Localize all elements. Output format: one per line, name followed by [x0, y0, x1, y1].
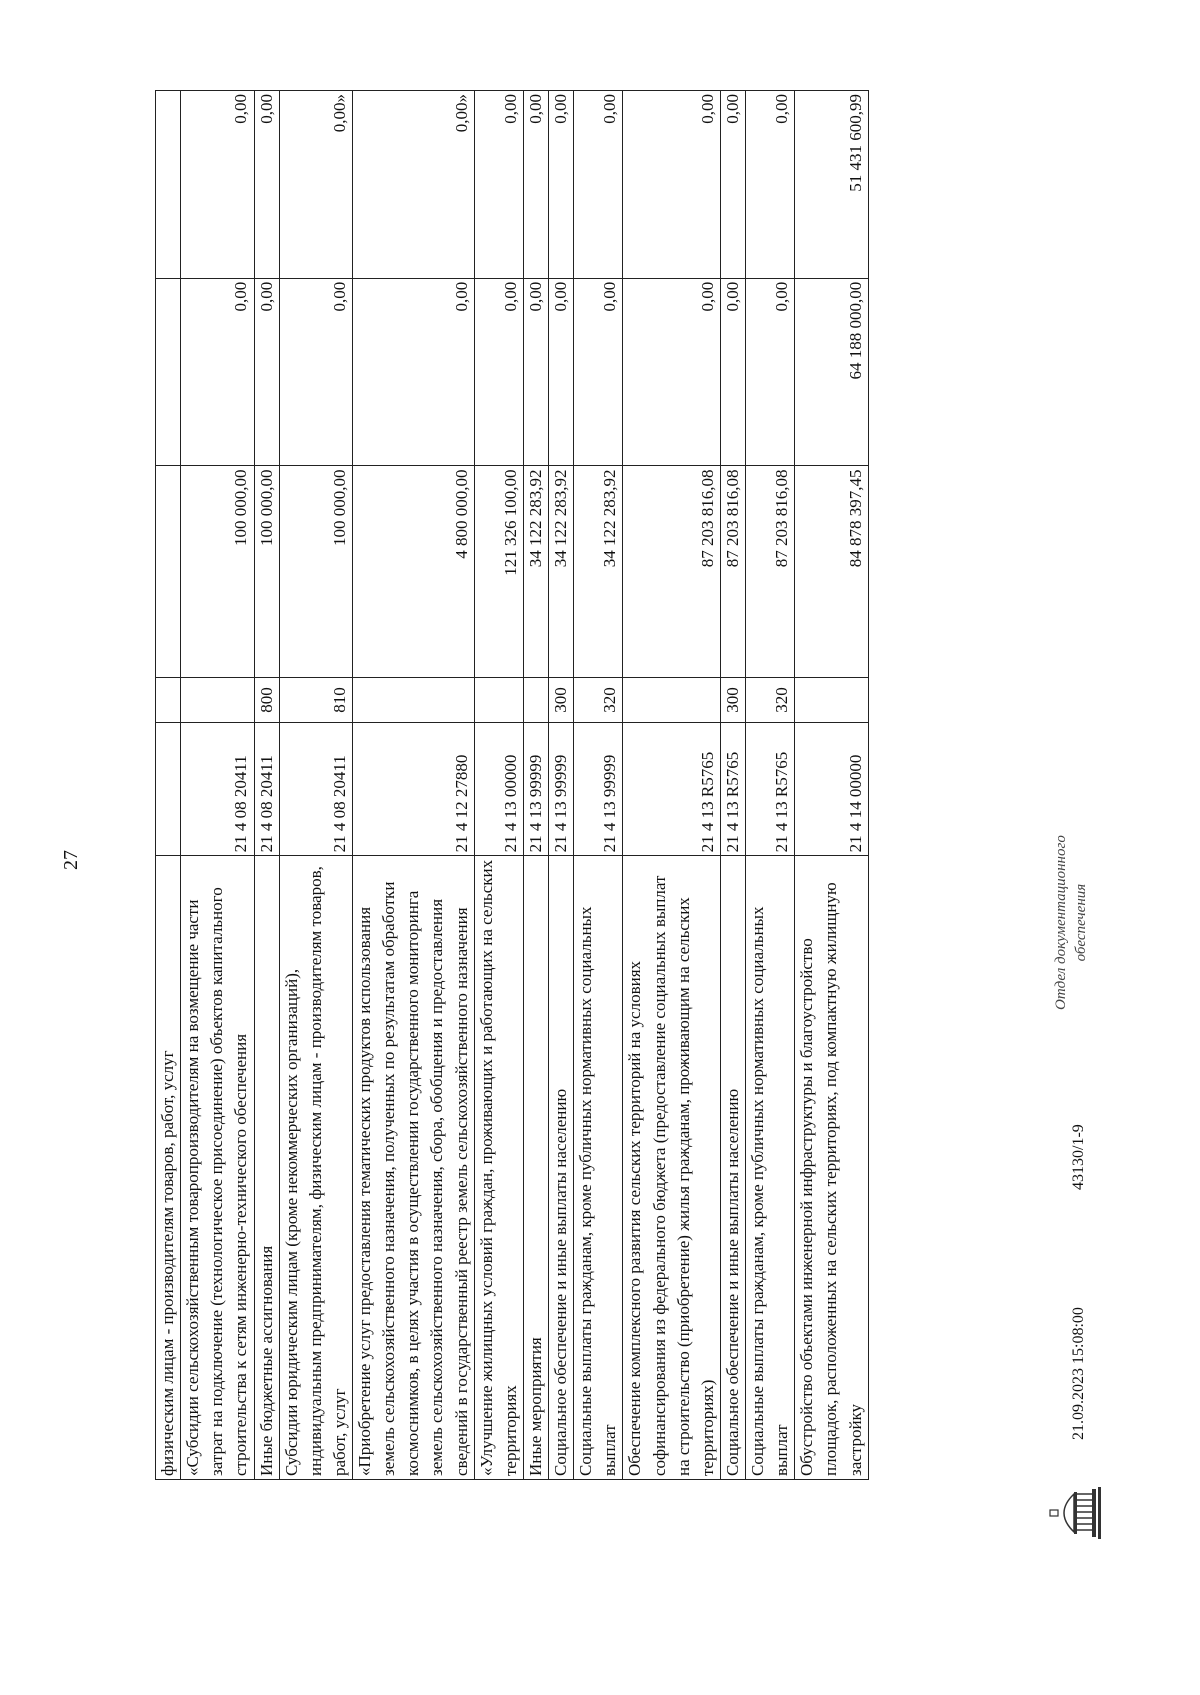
row-name: Социальное обеспечение и иные выплаты населению	[549, 856, 574, 1480]
row-expense-type	[353, 678, 475, 722]
row-amount-2023: 87 203 816,08	[746, 466, 795, 678]
row-amount-2024: 0,00	[254, 278, 279, 466]
row-amount-2024: 0,00	[353, 278, 475, 466]
table-row	[523, 91, 548, 1480]
stamp-line-1: Отдел документационного	[1053, 835, 1069, 1010]
row-amount-2023: 100 000,00	[254, 466, 279, 678]
table-row	[623, 91, 721, 1480]
row-amount-2023: 34 122 283,92	[549, 466, 574, 678]
row-expense-type: 320	[746, 678, 795, 722]
table-row	[156, 91, 181, 1480]
table-row	[279, 91, 352, 1480]
table-row	[795, 91, 868, 1480]
row-expense-type: 800	[254, 678, 279, 722]
row-code: 21 4 13 00000	[474, 722, 523, 856]
row-code	[156, 722, 181, 856]
row-amount-2024: 0,00	[746, 278, 795, 466]
table-row	[574, 91, 623, 1480]
row-code: 21 4 12 27880	[353, 722, 475, 856]
row-expense-type: 300	[549, 678, 574, 722]
row-amount-2024: 0,00	[279, 278, 352, 466]
table-row	[474, 91, 523, 1480]
row-amount-2025	[156, 91, 181, 279]
row-amount-2023: 87 203 816,08	[623, 466, 721, 678]
stamp-line-2: обеспечения	[1072, 883, 1089, 962]
row-code: 21 4 08 20411	[254, 722, 279, 856]
row-amount-2025: 0,00	[623, 91, 721, 279]
row-code: 21 4 13 99999	[549, 722, 574, 856]
row-amount-2025: 0,00	[254, 91, 279, 279]
footer-date: 21.09.2023 15:08:00	[1070, 1307, 1087, 1440]
table-row	[353, 91, 475, 1480]
row-name: Иные бюджетные ассигнования	[254, 856, 279, 1480]
row-name: «Субсидии сельскохозяйственным товаропроизводителям на возмещение части затрат на подключение (технологическое присоединение) объектов капитального строительства к сетям инженерно-технического обеспечения	[181, 856, 254, 1480]
row-expense-type	[181, 678, 254, 722]
row-expense-type	[623, 678, 721, 722]
row-amount-2025: 0,00	[574, 91, 623, 279]
row-amount-2023: 100 000,00	[181, 466, 254, 678]
row-amount-2025: 0,00	[549, 91, 574, 279]
row-amount-2024: 0,00	[549, 278, 574, 466]
row-amount-2024: 0,00	[474, 278, 523, 466]
row-code: 21 4 13 R5765	[720, 722, 745, 856]
page-number: 27	[60, 850, 82, 870]
row-expense-type: 320	[574, 678, 623, 722]
row-amount-2024: 0,00	[574, 278, 623, 466]
row-amount-2024: 64 188 000,00	[795, 278, 868, 466]
row-code: 21 4 13 R5765	[746, 722, 795, 856]
row-code: 21 4 14 00000	[795, 722, 868, 856]
row-amount-2023	[156, 466, 181, 678]
row-amount-2025: 0,00	[181, 91, 254, 279]
row-name: Субсидии юридическим лицам (кроме некоммерческих организаций), индивидуальным предпринимателям, физическим лицам - производителям товаров, работ, услуг	[279, 856, 352, 1480]
row-expense-type	[523, 678, 548, 722]
row-name: «Улучшение жилищных условий граждан, проживающих и работающих на сельских территориях	[474, 856, 523, 1480]
row-expense-type	[474, 678, 523, 722]
row-name: Социальные выплаты гражданам, кроме публичных нормативных социальных выплат	[746, 856, 795, 1480]
row-name: Социальное обеспечение и иные выплаты населению	[720, 856, 745, 1480]
row-name: Иные мероприятия	[523, 856, 548, 1480]
row-name: Социальные выплаты гражданам, кроме публичных нормативных социальных выплат	[574, 856, 623, 1480]
row-amount-2023: 87 203 816,08	[720, 466, 745, 678]
row-amount-2024: 0,00	[523, 278, 548, 466]
duma-building-icon	[1048, 1486, 1104, 1540]
row-amount-2025: 0,00	[746, 91, 795, 279]
row-amount-2024	[156, 278, 181, 466]
row-amount-2023: 34 122 283,92	[523, 466, 548, 678]
row-amount-2025: 0,00	[474, 91, 523, 279]
row-code: 21 4 13 99999	[574, 722, 623, 856]
row-amount-2023: 4 800 000,00	[353, 466, 475, 678]
row-expense-type: 810	[279, 678, 352, 722]
footer-doc-code: 43130/1-9	[1070, 1124, 1087, 1190]
row-amount-2023: 84 878 397,45	[795, 466, 868, 678]
row-amount-2025: 0,00»	[279, 91, 352, 279]
row-amount-2024: 0,00	[181, 278, 254, 466]
row-expense-type	[156, 678, 181, 722]
table-row	[181, 91, 254, 1480]
table-row	[720, 91, 745, 1480]
row-code: 21 4 13 R5765	[623, 722, 721, 856]
row-name: Обустройство объектами инженерной инфраструктуры и благоустройство площадок, расположенных на сельских территориях, под компактную жилищную застройку	[795, 856, 868, 1480]
row-amount-2023: 34 122 283,92	[574, 466, 623, 678]
row-expense-type: 300	[720, 678, 745, 722]
document-page	[20, 60, 1130, 1670]
row-amount-2024: 0,00	[623, 278, 721, 466]
table-row	[549, 91, 574, 1480]
row-code: 21 4 08 20411	[279, 722, 352, 856]
row-amount-2025: 0,00	[720, 91, 745, 279]
budget-table-body	[156, 91, 869, 1480]
row-name: физическим лицам - производителям товаров, работ, услуг	[156, 856, 181, 1480]
table-row	[746, 91, 795, 1480]
row-name: «Приобретение услуг предоставления тематических продуктов использования земель сельскохозяйственного назначения, полученных по результатам обработки космоснимков, в целях участия в осуществлении государственного мониторинга земель сельскохозяйственного назначения, сбора, обобщения и предоставления сведений в государственный реестр земель сельскохозяйственного назначения	[353, 856, 475, 1480]
page-footer	[1030, 60, 1130, 1670]
row-amount-2023: 121 326 100,00	[474, 466, 523, 678]
row-amount-2024: 0,00	[720, 278, 745, 466]
registration-stamp	[1052, 835, 1091, 1010]
row-name: Обеспечение комплексного развития сельских территорий на условиях софинансирования из федерального бюджета (предоставление социальных выплат на строительство (приобретение) жилья гражданам, проживающим на сельских территориях)	[623, 856, 721, 1480]
table-row	[254, 91, 279, 1480]
row-expense-type	[795, 678, 868, 722]
row-amount-2023: 100 000,00	[279, 466, 352, 678]
row-code: 21 4 08 20411	[181, 722, 254, 856]
row-amount-2025: 51 431 600,99	[795, 91, 868, 279]
row-code: 21 4 13 99999	[523, 722, 548, 856]
row-amount-2025: 0,00	[523, 91, 548, 279]
budget-table	[155, 90, 869, 1480]
row-amount-2025: 0,00»	[353, 91, 475, 279]
